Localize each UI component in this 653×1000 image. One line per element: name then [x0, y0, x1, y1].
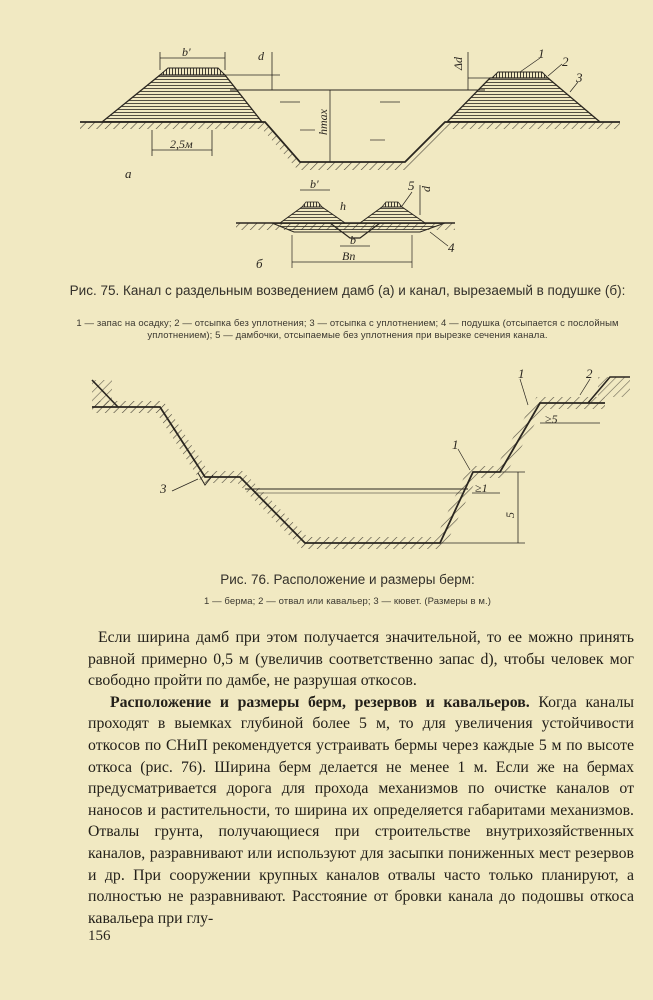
label-ge5: ≥5 — [545, 412, 558, 426]
figure-75-legend: 1 — запас на осадку; 2 — отсыпка без уплотнения; 3 — отсыпка с уплотнением; 4 — подушка (отсыпается с послойным уплотнением); 5 — дамбочки, отсыпаемые без уплотнения при вырезке сечения канала. — [76, 318, 619, 341]
label-h-b: h — [340, 199, 346, 213]
section-heading: Расположение и размеры берм, резервов и кавальеров. — [110, 693, 530, 711]
label-b-prime-b: b' — [310, 177, 319, 191]
figure-76-caption: Рис. 76. Расположение и размеры берм: — [220, 572, 475, 587]
label-hmax: hmax — [316, 109, 330, 135]
canal-b-section — [236, 177, 455, 271]
label-2-5m: 2,5м — [170, 137, 193, 151]
label-5: 5 — [408, 178, 415, 193]
label-2-a: 2 — [562, 54, 569, 69]
label-3-b: 3 — [160, 481, 167, 496]
label-d-a: d — [258, 49, 264, 63]
paragraph-1: Если ширина дамб при этом получается значительной, то ее можно принять равной примерно 0,5 м (увеличив соответственно запас d), чтобы человек мог свободно пройти по дамбе, не разрушая откосов. — [88, 629, 634, 690]
figure-76-legend: 1 — берма; 2 — отвал или кавальер; 3 — кювет. (Размеры в м.) — [203, 596, 492, 607]
figure-75-diagram — [0, 30, 653, 280]
figure-75-caption: Рис. 75. Канал с раздельным возведением дамб (а) и канал, вырезаемый в подушке (б): — [69, 283, 626, 298]
label-1-a: 1 — [538, 46, 545, 61]
label-b-prime-a: b' — [182, 45, 191, 59]
label-b-b: b — [350, 233, 356, 247]
page-number: 156 — [88, 928, 111, 944]
berm-section — [92, 366, 630, 543]
label-five: 5 — [503, 512, 517, 518]
body-text — [88, 627, 634, 929]
label-3-a: 3 — [576, 70, 583, 85]
label-bn: Bп — [342, 249, 356, 263]
label-delta-d: Δd — [451, 56, 465, 70]
paragraph-2 — [88, 692, 634, 930]
paragraph-2-body: Когда каналы проходят в выемках глубиной более 5 м, то для увеличения устойчивости откосов по СНиП рекомендуется устраивать бермы через каждые 5 м по высоте откоса (рис. 76). Ширина берм делается не менее 1 м. Если же на бермах предусматривается дорога для прохода механизмов по очистке каналов от наносов и растительности, то ширина их определяется габаритами механизмов. Отвалы грунта, получающиеся при строительстве внутрихозяйственных каналов, разравнивают или используют для засыпки пониженных мест резервов и др. При сооружении крупных каналов отвалы часто только планируют, а полностью не разравнивают. Расстояние от бровки канала до подошвы откоса кавальера при глу- — [88, 693, 634, 927]
label-sub-a: а — [125, 166, 132, 181]
label-1-mid: 1 — [452, 437, 459, 452]
label-d-b: d — [419, 186, 433, 192]
label-4: 4 — [448, 240, 455, 255]
label-ge1: ≥1 — [475, 481, 488, 495]
canal-a-section — [80, 45, 620, 181]
figure-76-diagram — [0, 365, 653, 560]
label-sub-b: б — [256, 256, 263, 271]
label-2-top: 2 — [586, 366, 593, 381]
label-1-top: 1 — [518, 366, 525, 381]
